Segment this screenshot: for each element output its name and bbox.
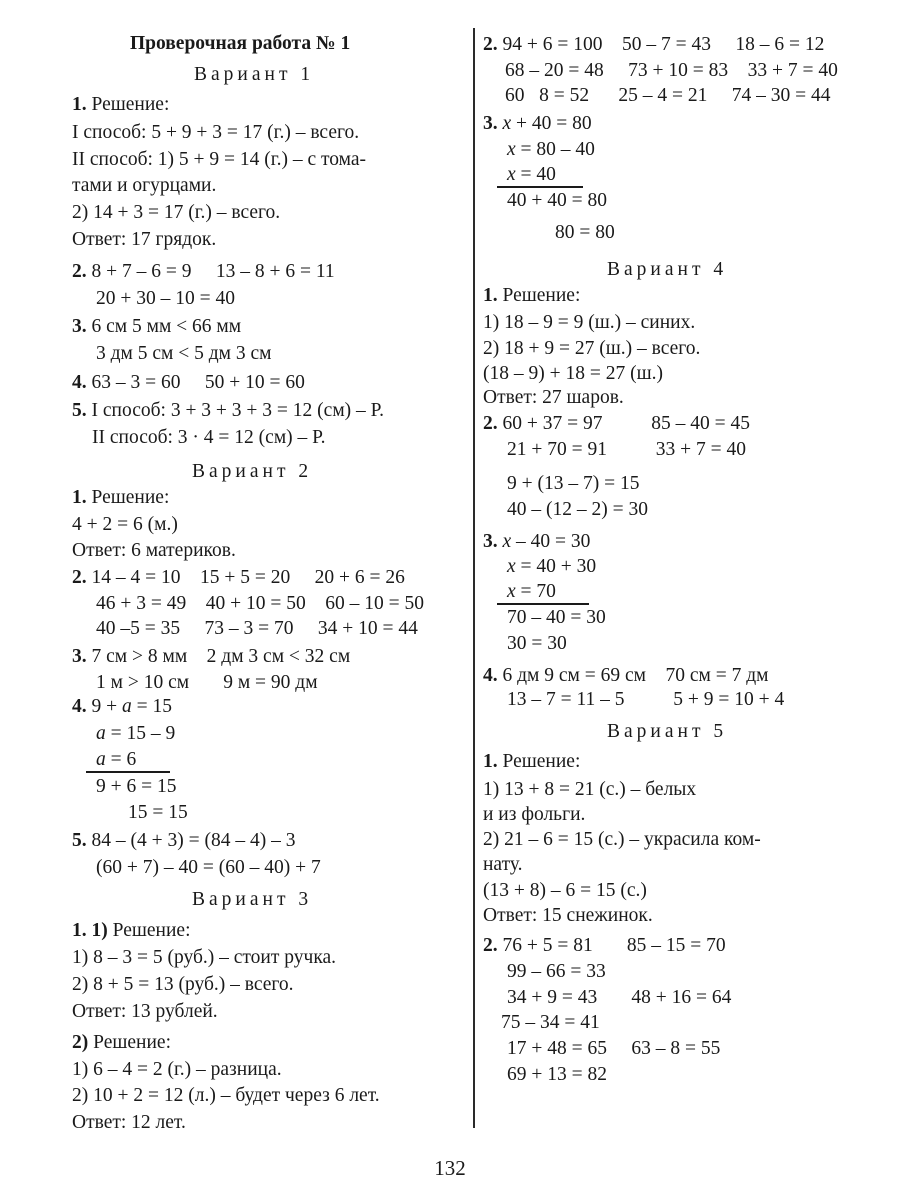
line-text: 34 + 9 = 43 48 + 16 = 64 (507, 987, 732, 1008)
variant-heading (607, 260, 727, 280)
text-line (483, 805, 585, 825)
line-text: 13 – 7 = 11 – 5 5 + 9 = 10 + 4 (507, 689, 785, 710)
line-text: 40 – (12 – 2) = 30 (507, 499, 648, 520)
text-line (72, 948, 336, 968)
line-text: 1) 6 – 4 = 2 (г.) – разница. (72, 1059, 282, 1080)
line-text: нату. (483, 854, 523, 875)
line-text: 1 м > 10 см 9 м = 90 дм (96, 672, 318, 693)
text-line (507, 500, 648, 520)
page-number: 132 (434, 1156, 466, 1180)
line-text: 1) 18 – 9 = 9 (ш.) – синих. (483, 312, 696, 333)
text-line (507, 988, 731, 1008)
text-line (507, 140, 595, 160)
line-text: Вариант 4 (607, 259, 728, 280)
line-text: (60 + 7) – 40 = (60 – 40) + 7 (96, 857, 321, 878)
line-text: Ответ: 17 грядок. (72, 229, 217, 250)
line-text: тами и огурцами. (72, 175, 217, 196)
line-text: 9 + (13 – 7) = 15 (507, 473, 640, 494)
line-text: I способ: 5 + 9 + 3 = 17 (г.) – всего. (72, 122, 360, 143)
variant-heading (192, 462, 312, 482)
line-text: Проверочная работа № 1 (130, 33, 351, 54)
text-line (96, 619, 418, 639)
text-line (483, 114, 592, 134)
variable: x (502, 113, 512, 134)
line-text-tail: = 70 (515, 581, 556, 602)
task-number: 1. (72, 94, 87, 115)
line-text: Ответ: 6 материков. (72, 540, 236, 561)
line-text: Решение: (88, 1032, 171, 1053)
variable: x (507, 581, 516, 602)
line-text: 2) 18 + 9 = 27 (ш.) – всего. (483, 338, 701, 359)
line-text: 6 дм 9 см = 69 см 70 см = 7 дм (497, 665, 769, 686)
task-number: 1. 1) (72, 920, 108, 941)
task-number: 5. (72, 830, 87, 851)
text-line (507, 474, 639, 494)
text-line (72, 150, 366, 170)
line-text-tail: = 6 (105, 749, 137, 770)
text-line (483, 339, 700, 359)
text-line (96, 594, 424, 614)
variant-heading (607, 722, 727, 742)
text-line (507, 582, 556, 602)
task-number: 2. (72, 261, 87, 282)
line-text: 69 + 13 = 82 (507, 1064, 607, 1085)
text-line (96, 724, 175, 744)
line-text: Решение: (86, 94, 170, 115)
page-title (130, 34, 350, 54)
line-text: и из фольги. (483, 804, 586, 825)
variable: a (122, 696, 132, 717)
task-number: 2. (72, 567, 87, 588)
line-text: 9 + (86, 696, 122, 717)
text-line (483, 666, 769, 686)
text-line (483, 936, 726, 956)
line-text: 17 + 48 = 65 63 – 8 = 55 (507, 1038, 721, 1059)
line-text-tail: = 15 (131, 696, 172, 717)
line-text-tail: = 40 + 30 (515, 556, 597, 577)
text-line (483, 414, 750, 434)
task-number: 3. (72, 316, 87, 337)
task-number: 3. (483, 113, 498, 134)
variant-heading (192, 890, 312, 910)
line-text: 2) 8 + 5 = 13 (руб.) – всего. (72, 974, 294, 995)
line-text: 94 + 6 = 100 50 – 7 = 43 18 – 6 = 12 (497, 34, 825, 55)
line-text-tail: = 80 – 40 (515, 139, 595, 160)
line-text: 6 см 5 мм < 66 мм (86, 316, 242, 337)
column-divider (473, 28, 475, 1128)
line-text: (18 – 9) + 18 = 27 (ш.) (483, 363, 663, 384)
text-line (507, 608, 606, 628)
text-line (72, 1113, 186, 1133)
text-line (507, 557, 596, 577)
line-text: 68 – 20 = 48 73 + 10 = 83 33 + 7 = 40 (505, 60, 838, 81)
line-text: Вариант 3 (192, 889, 313, 910)
task-number: 2. (483, 935, 498, 956)
line-text: 80 = 80 (555, 222, 615, 243)
text-line (72, 262, 335, 282)
text-line (507, 440, 746, 460)
line-text: 46 + 3 = 49 40 + 10 = 50 60 – 10 = 50 (96, 593, 424, 614)
text-line (128, 803, 188, 823)
task-number: 2. (483, 34, 498, 55)
line-text: 7 см > 8 мм 2 дм 3 см < 32 см (86, 646, 351, 667)
line-text: 1) 8 – 3 = 5 (руб.) – стоит ручка. (72, 947, 337, 968)
line-text: Решение: (86, 487, 170, 508)
text-line (72, 697, 172, 717)
line-text: 15 = 15 (128, 802, 188, 823)
line-text: Ответ: 12 лет. (72, 1112, 186, 1133)
text-line (72, 515, 178, 535)
variable: x (502, 531, 512, 552)
text-line (483, 286, 580, 306)
text-line (72, 401, 384, 421)
text-line (72, 488, 169, 508)
line-text-tail: = 40 (515, 164, 556, 185)
text-line (483, 830, 761, 850)
text-line (483, 313, 695, 333)
line-text: 2) 14 + 3 = 17 (г.) – всего. (72, 202, 281, 223)
text-line (507, 962, 606, 982)
line-text: 40 –5 = 35 73 – 3 = 70 34 + 10 = 44 (96, 618, 418, 639)
text-line (92, 428, 325, 448)
text-line (72, 203, 280, 223)
task-number: 4. (72, 372, 87, 393)
line-text: 40 + 40 = 80 (507, 190, 607, 211)
text-line (505, 86, 831, 106)
text-line (96, 344, 272, 364)
text-line (72, 317, 241, 337)
answer-underline (497, 603, 589, 605)
text-line (96, 673, 318, 693)
line-text: 30 = 30 (507, 633, 567, 654)
line-text-tail: = 15 – 9 (105, 723, 176, 744)
line-text: Ответ: 13 рублей. (72, 1001, 218, 1022)
line-text: Вариант 5 (607, 721, 728, 742)
task-number: 4. (483, 665, 498, 686)
text-line (483, 388, 624, 408)
line-text: 4 + 2 = 6 (м.) (72, 514, 178, 535)
text-line (72, 647, 350, 667)
text-line (72, 1002, 218, 1022)
line-text: (13 + 8) – 6 = 15 (с.) (483, 880, 647, 901)
task-number: 1. (72, 487, 87, 508)
line-text: 70 – 40 = 30 (507, 607, 606, 628)
text-line (72, 921, 190, 941)
answer-underline (86, 771, 170, 773)
task-number: 5. (72, 400, 87, 421)
task-number: 1. (483, 751, 498, 772)
answer-underline (497, 186, 583, 188)
line-text: 2) 10 + 2 = 12 (л.) – будет через 6 лет. (72, 1085, 380, 1106)
text-line (96, 777, 177, 797)
text-line (501, 1013, 600, 1033)
text-line (505, 61, 838, 81)
text-line (72, 1086, 380, 1106)
text-line (72, 176, 216, 196)
text-line (483, 881, 647, 901)
text-line (507, 1039, 720, 1059)
text-line (555, 223, 615, 243)
text-line (72, 1033, 171, 1053)
variable: a (96, 749, 106, 770)
line-text: 1) 13 + 8 = 21 (с.) – белых (483, 779, 697, 800)
text-line (72, 975, 294, 995)
variable: x (507, 164, 516, 185)
text-line (483, 752, 580, 772)
text-line (72, 831, 295, 851)
line-text: Решение: (497, 751, 581, 772)
text-line (507, 165, 556, 185)
line-text: 75 – 34 = 41 (501, 1012, 600, 1033)
line-text: 60 + 37 = 97 85 – 40 = 45 (497, 413, 750, 434)
line-text: Решение: (497, 285, 581, 306)
line-text: Решение: (107, 920, 191, 941)
text-line (507, 1065, 607, 1085)
line-text: Вариант 1 (194, 64, 315, 85)
text-line (483, 906, 653, 926)
task-number: 2) (72, 1032, 89, 1053)
line-text: 9 + 6 = 15 (96, 776, 177, 797)
variable: x (507, 139, 516, 160)
line-text-tail: – 40 = 30 (511, 531, 591, 552)
text-line (96, 289, 235, 309)
text-line (483, 35, 824, 55)
text-line (72, 230, 216, 250)
line-text: 99 – 66 = 33 (507, 961, 606, 982)
line-text: 8 + 7 – 6 = 9 13 – 8 + 6 = 11 (86, 261, 335, 282)
variable: a (96, 723, 106, 744)
text-line (483, 364, 663, 384)
task-number: 4. (72, 696, 87, 717)
text-line (483, 780, 696, 800)
text-line (483, 855, 523, 875)
text-line (507, 690, 784, 710)
text-line (72, 541, 236, 561)
text-line (72, 1060, 282, 1080)
text-line (72, 373, 305, 393)
text-line (72, 123, 359, 143)
line-text: 21 + 70 = 91 33 + 7 = 40 (507, 439, 746, 460)
task-number: 1. (483, 285, 498, 306)
text-line (96, 750, 136, 770)
line-text: Вариант 2 (192, 461, 313, 482)
line-text: 20 + 30 – 10 = 40 (96, 288, 235, 309)
variant-heading (194, 65, 314, 85)
text-line (72, 568, 405, 588)
line-text: 84 – (4 + 3) = (84 – 4) – 3 (86, 830, 296, 851)
task-number: 2. (483, 413, 498, 434)
text-line (96, 858, 321, 878)
line-text-tail: + 40 = 80 (511, 113, 592, 134)
line-text: 76 + 5 = 81 85 – 15 = 70 (497, 935, 726, 956)
line-text: Ответ: 27 шаров. (483, 387, 624, 408)
line-text: 60 8 = 52 25 – 4 = 21 74 – 30 = 44 (505, 85, 831, 106)
task-number: 3. (483, 531, 498, 552)
text-line (507, 634, 567, 654)
line-text: 63 – 3 = 60 50 + 10 = 60 (86, 372, 305, 393)
line-text: Ответ: 15 снежинок. (483, 905, 653, 926)
line-text: 14 – 4 = 10 15 + 5 = 20 20 + 6 = 26 (86, 567, 405, 588)
task-number: 3. (72, 646, 87, 667)
text-line (72, 95, 169, 115)
line-text: I способ: 3 + 3 + 3 + 3 = 12 (см) – Р. (86, 400, 384, 421)
line-text: II способ: 1) 5 + 9 = 14 (г.) – с тома- (72, 149, 366, 170)
text-line (507, 191, 607, 211)
text-line (483, 532, 590, 552)
line-text: 2) 21 – 6 = 15 (с.) – украсила ком- (483, 829, 761, 850)
line-text: 3 дм 5 см < 5 дм 3 см (96, 343, 272, 364)
variable: x (507, 556, 516, 577)
line-text: II способ: 3 · 4 = 12 (см) – Р. (92, 427, 326, 448)
